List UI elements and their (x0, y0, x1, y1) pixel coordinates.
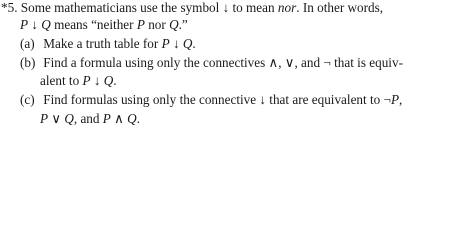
nor-symbol: ↓ (259, 92, 266, 107)
var-q: Q (182, 36, 193, 51)
line2-end: .” (178, 17, 188, 32)
line1-text: Some mathematicians use the symbol (17, 0, 223, 15)
line2-nor: nor (144, 17, 170, 32)
part-end: . (192, 36, 196, 51)
part-text-2: that are equivalent to ¬ (265, 92, 391, 107)
var-q: Q (103, 73, 114, 88)
part-b-continuation (40, 73, 117, 89)
part-end: . (113, 73, 117, 88)
part-text: Find formulas using only the connective (43, 92, 260, 107)
var-q: Q (41, 17, 51, 32)
var-q: Q (64, 111, 74, 126)
part-end: . (136, 111, 140, 126)
problem-statement-line-1 (1, 0, 383, 16)
problem-number: *5. (1, 0, 18, 15)
part-text: Make a truth table for (43, 36, 162, 51)
and-symbol: ∧ (110, 111, 128, 126)
var-p: P (390, 92, 400, 107)
nor-symbol: ↓ (172, 36, 180, 51)
var-q: Q (127, 111, 137, 126)
var-p: P (82, 73, 91, 88)
line1-end: . In other words, (296, 0, 384, 15)
nor-word: nor (277, 0, 297, 15)
comma: , (399, 92, 403, 107)
part-c (20, 92, 402, 108)
var-q: Q (169, 17, 179, 32)
part-text: Find a formula using only the connectives ∧, ∨, and ¬ that is equiv- (43, 55, 403, 70)
part-c-continuation (40, 111, 140, 127)
var-p: P (102, 111, 111, 126)
var-p: P (161, 36, 170, 51)
part-a (20, 36, 196, 52)
part-label: (a) (20, 36, 35, 51)
var-p: P (20, 17, 29, 32)
var-p: P (136, 17, 145, 32)
line2-means: means “neither (50, 17, 137, 32)
problem-statement-line-2 (20, 17, 188, 33)
nor-symbol: ↓ (93, 73, 101, 88)
var-p: P (40, 111, 49, 126)
nor-symbol: ↓ (31, 17, 38, 32)
part-cont-text: alent to (40, 73, 83, 88)
line1-tail: to mean (229, 0, 278, 15)
part-b (20, 55, 403, 71)
part-label: (b) (20, 55, 36, 70)
and-word: , and (73, 111, 103, 126)
nor-symbol: ↓ (222, 0, 230, 15)
or-symbol: ∨ (48, 111, 65, 126)
part-label: (c) (20, 92, 35, 107)
